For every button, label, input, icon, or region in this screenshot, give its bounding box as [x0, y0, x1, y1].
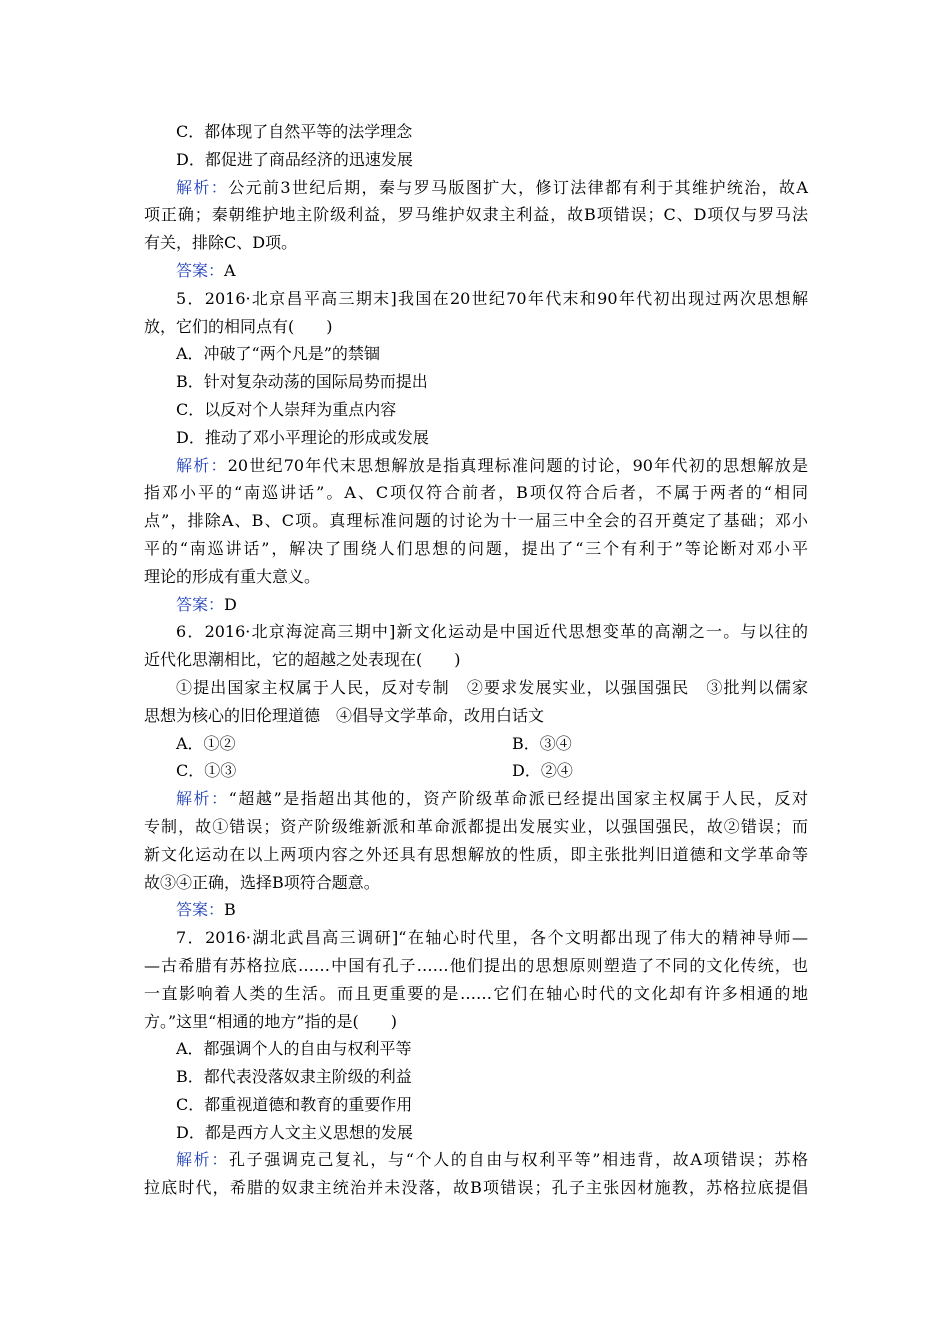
q5-option-a: A．冲破了“两个凡是”的禁锢 — [176, 344, 380, 364]
analysis-label: 解析： — [176, 455, 228, 475]
answer-label: 答案： — [176, 594, 225, 614]
q7-stem-line: 方。”这里“相通的地方”指的是( ) — [144, 1011, 398, 1031]
q4-answer — [144, 257, 808, 285]
answer-label: 答案： — [176, 260, 225, 280]
q5-option-b: B．针对复杂动荡的国际局势而提出 — [176, 372, 428, 392]
q6-answer — [144, 896, 808, 924]
q7-option-d: D．都是西方人文主义思想的发展 — [176, 1122, 413, 1142]
q7-option-a: A．都强调个人的自由与权利平等 — [176, 1039, 412, 1059]
analysis-text: 公元前3世纪后期，秦与罗马版图扩大，修订法律都有利于其维护统治，故A — [228, 177, 808, 197]
q7-stem-line: 一直影响着人类的生活。而且更重要的是……它们在轴心时代的文化却有许多相通的地 — [144, 983, 808, 1003]
q5-stem-line: 放，它们的相同点有( ) — [144, 316, 333, 336]
q6-analysis-line: 专制，故①错误；资产阶级维新派和革命派都提出发展实业，以强国强民，故②错误；而 — [144, 816, 808, 836]
analysis-text: “超越”是指超出其他的，资产阶级革命派已经提出国家主权属于人民，反对 — [228, 789, 808, 809]
q6-options-row — [144, 730, 808, 758]
analysis-label: 解析： — [176, 789, 229, 809]
q4-analysis-line: 项正确；秦朝维护地主阶级利益，罗马维护奴隶主利益，故B项错误；C、D项仅与罗马法 — [144, 205, 808, 225]
q4-option-c: C．都体现了自然平等的法学理念 — [176, 122, 413, 141]
q6-option-a: A．①② — [176, 733, 236, 753]
q6-stem-line: 近代化思潮相比，它的超越之处表现在( ) — [144, 650, 461, 670]
q7-stem-line: —古希腊有苏格拉底……中国有孔子……他们提出的思想原则塑造了不同的文化传统，也 — [144, 955, 808, 975]
q6-items-line: ①提出国家主权属于人民，反对专制 ②要求发展实业，以强国强民 ③批判以儒家 — [176, 677, 808, 697]
q5-answer — [144, 591, 808, 619]
answer-value: D — [224, 594, 237, 614]
analysis-text: 20世纪70年代末思想解放是指真理标准问题的讨论，90年代初的思想解放是 — [227, 455, 808, 475]
answer-value: A — [224, 260, 236, 280]
q7-analysis-line: 拉底时代，希腊的奴隶主统治并未没落，故B项错误；孔子主张因材施教，苏格拉底提倡 — [144, 1178, 808, 1198]
q6-analysis-line: 新文化运动在以上两项内容之外还具有思想解放的性质，即主张批判旧道德和文学革命等 — [144, 844, 808, 864]
analysis-label: 解析： — [176, 177, 229, 197]
q5-analysis-line — [144, 452, 808, 480]
analysis-label: 解析： — [176, 1150, 230, 1170]
q4-option-d: D．都促进了商品经济的迅速发展 — [176, 149, 413, 169]
q6-option-d: D．②④ — [512, 761, 573, 781]
q6-analysis-line — [144, 785, 808, 813]
q7-option-c: C．都重视道德和教育的重要作用 — [176, 1094, 413, 1114]
q5-option-d: D．推动了邓小平理论的形成或发展 — [176, 427, 429, 447]
q6-option-b: B．③④ — [512, 733, 572, 753]
q6-option-c: C．①③ — [176, 761, 237, 781]
q5-analysis-line: 指邓小平的“南巡讲话”。A、C项仅符合前者，B项仅符合后者，不属于两者的“相同 — [144, 483, 808, 503]
q6-options-row — [144, 757, 808, 785]
q7-stem-line: 7．2016·湖北武昌高三调研]“在轴心时代里，各个文明都出现了伟大的精神导师— — [176, 928, 808, 948]
answer-value: B — [224, 900, 236, 920]
q7-option-b: B．都代表没落奴隶主阶级的利益 — [176, 1067, 412, 1087]
page-content — [144, 118, 808, 1202]
q5-stem-line: 5．2016·北京昌平高三期末]我国在20世纪70年代末和90年代初出现过两次思想解 — [176, 288, 808, 308]
q6-items-line: 思想为核心的旧伦理道德 ④倡导文学革命，改用白话文 — [144, 705, 545, 725]
q5-analysis-line: 点”，排除A、B、C项。真理标准问题的讨论为十一届三中全会的召开奠定了基础；邓小 — [144, 511, 808, 531]
q5-analysis-line: 平的“南巡讲话”，解决了围绕人们思想的问题，提出了“三个有利于”等论断对邓小平 — [144, 538, 808, 558]
q6-analysis-line: 故③④正确，选择B项符合题意。 — [144, 872, 380, 892]
analysis-text: 孔子强调克己复礼，与“个人的自由与权利平等”相违背，故A项错误；苏格 — [229, 1150, 808, 1170]
q4-analysis-line: 有关，排除C、D项。 — [144, 233, 298, 253]
q5-option-c: C．以反对个人崇拜为重点内容 — [176, 399, 397, 419]
q4-analysis-line — [144, 174, 808, 202]
q6-stem-line: 6．2016·北京海淀高三期中]新文化运动是中国近代思想变革的高潮之一。与以往的 — [176, 622, 808, 642]
q7-analysis-line — [144, 1146, 808, 1174]
answer-label: 答案： — [176, 900, 225, 920]
q5-analysis-line: 理论的形成有重大意义。 — [144, 566, 321, 586]
